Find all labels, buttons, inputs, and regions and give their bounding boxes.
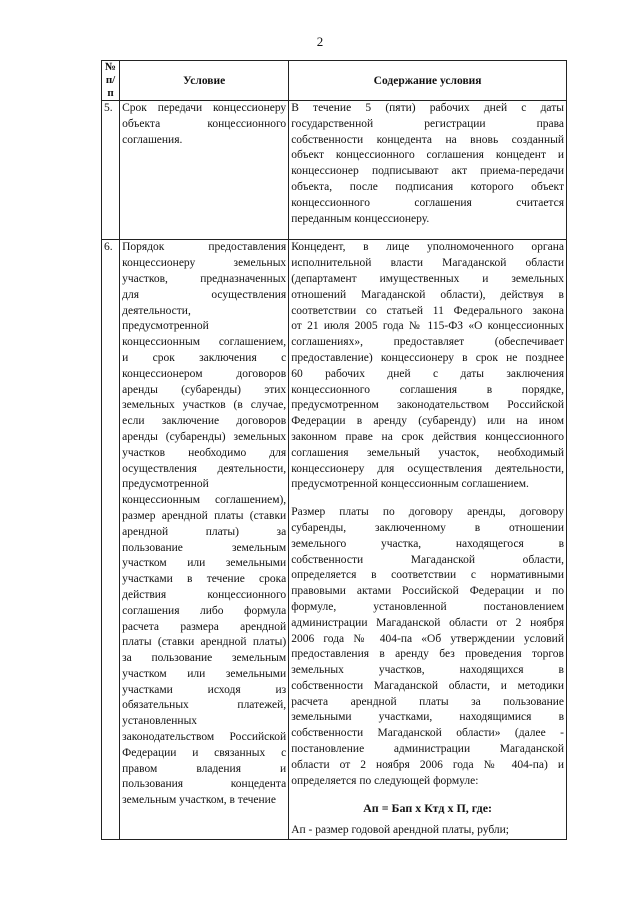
header-condition: Условие [120, 61, 289, 101]
text-line: собственности Магаданской области, и методики [291, 679, 564, 692]
text-line: формуле, установленной постановлением [291, 600, 564, 613]
row-num: 6. [102, 240, 120, 840]
text-line: администрации Магаданской области от 2 ноября [291, 616, 564, 629]
text-line: переданным концессионеру. [291, 212, 430, 225]
formula-note: Ап - размер годовой арендной платы, рубли; [291, 824, 509, 837]
text-line: арендной платы) за [122, 525, 287, 538]
text-line: 2006 года № 404-па «Об утверждении условий [291, 632, 564, 645]
text-line: размер арендной платы (ставки [122, 509, 287, 522]
formula: Ап = Бап х Ктд х П, где: [363, 801, 493, 816]
text-line: Срок передачи концессионеру [122, 102, 287, 114]
text-line: расчета размера арендной [122, 620, 287, 633]
row-num: 5. [102, 101, 120, 240]
text-line: предоставления в аренду без проведения торгов [291, 648, 564, 661]
text-line: предусмотренной [122, 320, 209, 333]
text-line: земельных участков, находящихся в [291, 664, 564, 677]
text-line: соответствии со статьей 11 Федерального закона [291, 304, 564, 317]
text-line: объекта концессионного [122, 117, 287, 130]
text-line: участков необходимо для [122, 446, 287, 459]
text-line: правовыми актами Российской Федерации и по [291, 585, 564, 598]
text-line: области от 2 ноября 2006 года № 404-па) и [291, 758, 564, 771]
text-line: платы (ставки арендной платы) [122, 636, 287, 649]
text-line: расчета арендной платы за пользование [291, 695, 564, 708]
text-line: для осуществления [122, 288, 287, 301]
text-line: 60 рабочих дней с даты заключения [291, 367, 564, 380]
text-line: законном праве на срок действия концессионного [291, 430, 564, 443]
text-line: объекта, после подписания которого объект [291, 180, 564, 193]
table-row [102, 240, 567, 840]
text-line: концессионером договоров [122, 367, 287, 380]
table-row [102, 101, 567, 240]
text-line: соглашения либо формула [122, 604, 287, 617]
text-line: концессионным соглашением, [122, 336, 287, 349]
text-line: земельных участков (в случае, [122, 399, 287, 412]
text-line: участком или земельными [122, 667, 287, 680]
text-line: определяется по следующей формуле: [291, 774, 479, 787]
text-line: соглашения. [122, 133, 183, 146]
text-line: участков, предназначенных [122, 272, 287, 285]
text-line: постановление администрации Магаданской [291, 743, 564, 756]
text-line: аренды (субаренды) этих [122, 383, 287, 396]
text-line: концессионеру для осуществления деятельности, [291, 462, 564, 475]
text-line: объект концессионного соглашения концедент и [291, 149, 564, 162]
text-line: собственности Магаданской области» (далее - [291, 727, 564, 740]
text-line: Федерации и связанных с [122, 746, 287, 759]
text-line: Концедент, в лице уполномоченного органа [291, 241, 564, 254]
row-content [289, 240, 567, 840]
text-line: Федерации в аренду (субаренду) или на ином [291, 415, 564, 428]
text-line: установленных [122, 715, 198, 728]
row-condition [120, 240, 289, 840]
conditions-table [101, 60, 567, 840]
text-line: соглашениях», предоставляет (обеспечивает [291, 336, 564, 349]
text-line: собственности Магаданской области, [291, 553, 564, 566]
text-line: предусмотренной концессионным соглашением. [291, 478, 529, 491]
page-number: 2 [316, 34, 324, 49]
text-line: и срок заключения с [122, 351, 287, 364]
text-line: концессионеру земельных [122, 257, 287, 270]
text-line: субаренды, заключенному в отношении [291, 521, 564, 534]
text-line: концессионного соглашения считается [291, 196, 564, 209]
text-line: земельным участком, в течение [122, 794, 276, 807]
text-line: концессионного соглашения в порядке, [291, 383, 564, 396]
header-num: № п/п [102, 61, 120, 101]
text-line: Размер платы по договору аренды, договору [291, 506, 564, 519]
text-line: участками исходя из [122, 683, 287, 696]
text-line: предусмотренной [122, 478, 209, 491]
row-content [289, 101, 567, 240]
text-line: предусмотренном законодательством Российской [291, 399, 564, 412]
text-line: обязательных платежей, [122, 699, 287, 712]
text-line: аренды (субаренды) земельных [122, 430, 287, 443]
text-line: за пользование земельным [122, 652, 287, 665]
text-line: отношений Магаданской области), действуя в [291, 288, 564, 301]
text-line: пользования концедента [122, 778, 287, 791]
text-line: собственности концедента на вновь созданный [291, 133, 564, 146]
text-line: Порядок предоставления [122, 241, 287, 254]
text-line: исполнительной власти Магаданской области [291, 257, 564, 270]
text-line: концессионер подписывают акт приема-передачи [291, 165, 564, 178]
text-line: правом владения и [122, 762, 287, 775]
text-line: осуществления деятельности, [122, 462, 287, 475]
text-line: от 21 июля 2005 года № 115-ФЗ «О концессионных [291, 320, 564, 333]
header-content: Содержание условия [289, 61, 567, 101]
row-condition [120, 101, 289, 240]
text-line: соглашения земельный участок, необходимый [291, 446, 564, 459]
text-line: земельными участками, находящимися в [291, 711, 564, 724]
text-line: пользование земельным [122, 541, 287, 554]
text-line: действия концессионного [122, 588, 287, 601]
text-line: деятельности, [122, 304, 191, 317]
text-line: определяется в соответствии с нормативными [291, 569, 564, 582]
text-line: участками в течение срока [122, 573, 287, 586]
text-line: предоставление) концессионеру в срок не позднее [291, 351, 564, 364]
text-line: земельного участка, находящегося в [291, 537, 564, 550]
text-line: государственной регистрации права [291, 117, 564, 130]
text-line: законодательством Российской [122, 731, 287, 744]
table-header-row [102, 61, 567, 101]
text-line: если заключение договоров [122, 415, 287, 428]
text-line: (департамент имущественных и земельных [291, 272, 564, 285]
text-line: участком или земельными [122, 557, 287, 570]
text-line: В течение 5 (пяти) рабочих дней с даты [291, 102, 564, 114]
text-line: концессионным соглашением), [122, 494, 287, 507]
